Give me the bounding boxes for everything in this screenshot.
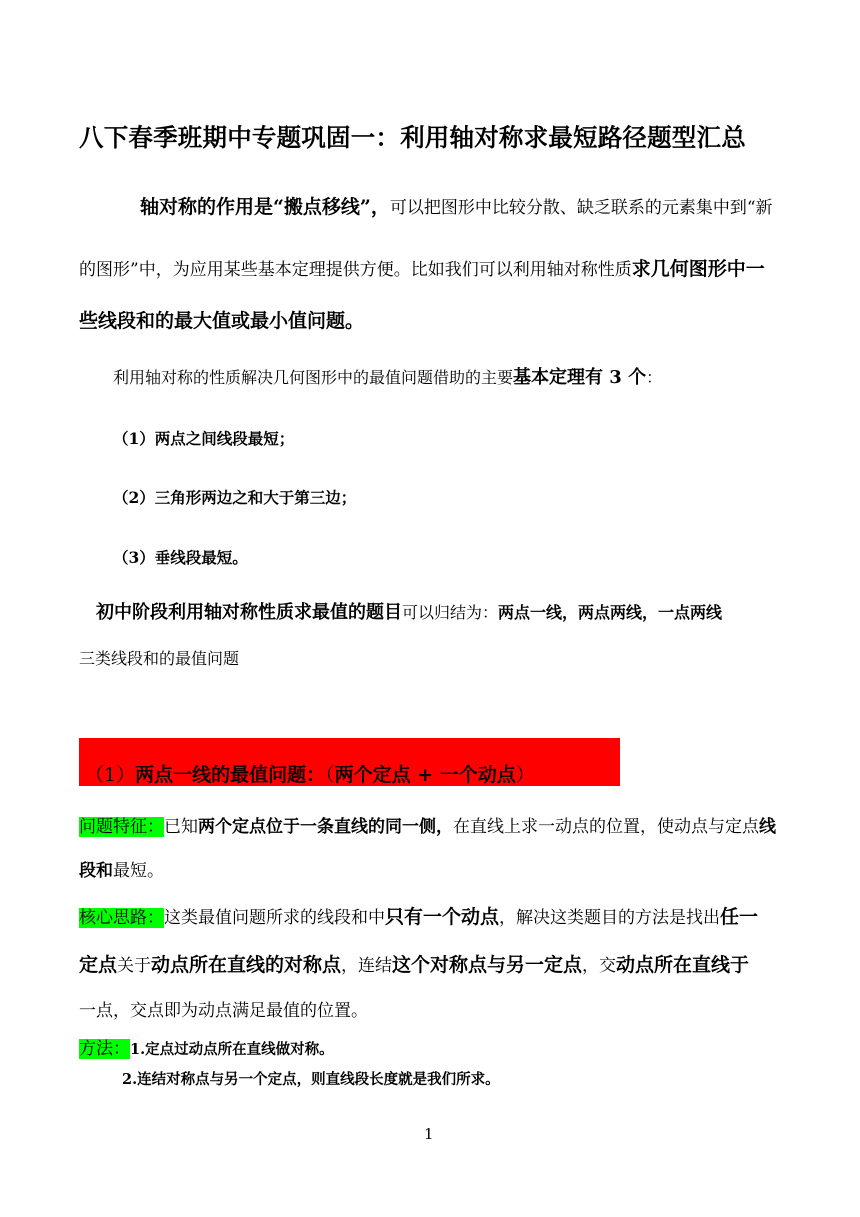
theorem-item-2: （2）三角形两边之和大于第三边；	[113, 488, 357, 507]
feature-label: 问题特征：	[79, 817, 164, 837]
core-text-b: 只有一个动点	[385, 906, 500, 928]
intro-bold-2: 求几何图形中一	[631, 258, 765, 280]
page-number: 1	[424, 1125, 434, 1143]
feature-text-e: 段和	[79, 861, 113, 881]
summary-bold-2: 两点一线，两点两线，一点两线	[498, 603, 723, 622]
core-text-h: ，连结	[341, 956, 393, 976]
feature-line-2	[79, 856, 164, 881]
summary-mid: 可以归结为：	[402, 603, 499, 622]
intro-text-1: 可以把图形中比较分散、缺乏联系的元素集中到“新	[389, 198, 773, 218]
method-step-2: 2.连结对称点与另一个定点，则直线段长度就是我们所求。	[122, 1071, 500, 1088]
core-text-a: 这类最值问题所求的线段和中	[164, 908, 385, 928]
theorems-lead-bold: 基本定理有 3 个	[513, 367, 647, 388]
core-text-i: 这个对称点与另一定点	[392, 954, 583, 976]
core-line-2	[79, 950, 749, 977]
feature-text-b: 两个定点位于一条直线的同一侧，	[198, 817, 453, 837]
core-text-d: 任一	[720, 906, 759, 928]
core-text-l: 一点，交点	[79, 1001, 164, 1021]
method-step-1: 1.定点过动点所在直线做对称。	[130, 1041, 334, 1058]
banner-number: （1）	[85, 764, 136, 786]
theorem-item-1: （1）两点之间线段最短；	[113, 429, 295, 448]
banner-paren-open: （	[325, 764, 335, 786]
banner-title: 两点一线的最值问题：	[135, 764, 326, 786]
theorems-lead	[113, 363, 662, 389]
feature-text-d: 线	[759, 817, 776, 837]
theorems-lead-text: 利用轴对称的性质解决几何图形中的最值问题借助的主要	[113, 368, 514, 387]
core-line-3	[79, 996, 368, 1021]
core-text-e: 定点	[79, 954, 118, 976]
feature-text-f: 最短。	[113, 861, 164, 881]
intro-text-2: 的图形”中，为应用某些基本定理提供方便。比如我们可以利用轴对称性质	[79, 260, 632, 280]
section-banner	[79, 738, 620, 786]
theorem-item-3: （3）垂线段最短。	[113, 548, 248, 567]
method-line-1	[79, 1034, 334, 1059]
method-label: 方法：	[79, 1039, 130, 1059]
summary-line-2: 三类线段和的最值问题	[79, 649, 240, 668]
core-text-m: 即为动点满足最值的位置。	[164, 1001, 368, 1021]
core-line-1	[79, 902, 758, 929]
feature-text-c: 在直线上求一动点的位置，使动点与定点	[453, 817, 759, 837]
intro-line-3: 些线段和的最大值或最小值问题。	[79, 310, 365, 332]
summary-line-1	[96, 598, 722, 624]
core-text-j: ，交	[582, 956, 617, 976]
banner-subtitle: 两个定点 + 一个动点	[334, 764, 516, 786]
theorems-lead-end: ：	[646, 368, 663, 387]
feature-text-a: 已知	[164, 817, 198, 837]
intro-bold-1: 轴对称的作用是“搬点移线”，	[140, 196, 390, 218]
core-text-k: 动点所在直线于	[616, 954, 750, 976]
core-label: 核心思路：	[79, 908, 164, 928]
document-title: 八下春季班期中专题巩固一：利用轴对称求最短路径题型汇总	[79, 123, 746, 152]
core-text-g: 动点所在直线的对称点	[151, 954, 342, 976]
core-text-f: 关于	[117, 956, 152, 976]
intro-line-2	[79, 254, 765, 281]
core-text-c: ，解决这类题目的方法是找出	[499, 908, 721, 928]
summary-bold: 初中阶段利用轴对称性质求最值的题目	[96, 602, 402, 623]
feature-line-1	[79, 812, 776, 837]
banner-paren-close: ）	[515, 764, 535, 786]
intro-line-1	[140, 192, 773, 219]
